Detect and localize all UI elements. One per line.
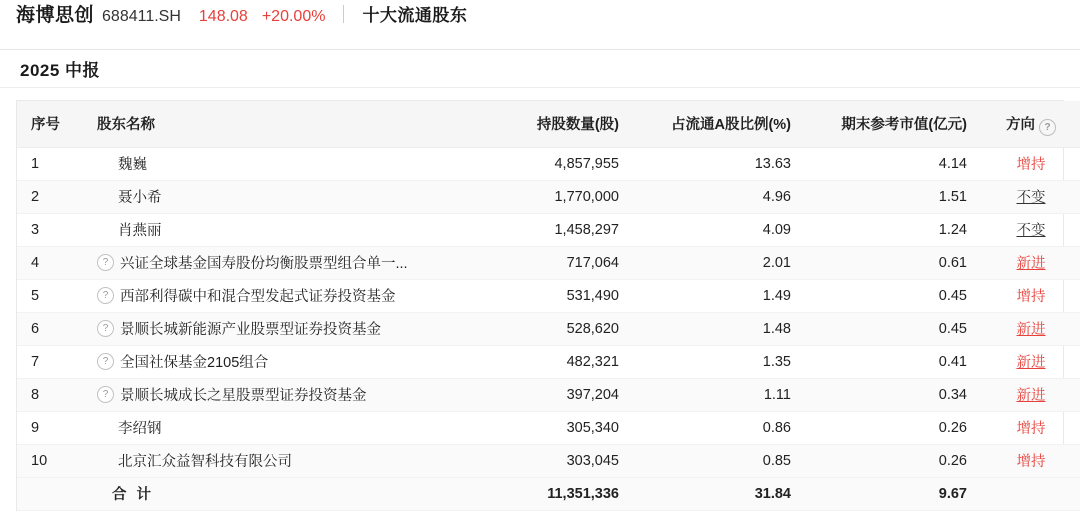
cell-holder-name bbox=[83, 345, 461, 378]
holder-name-label: 聂小希 bbox=[118, 190, 162, 206]
cell-market-value: 0.26 bbox=[805, 411, 981, 444]
holder-name-label: 全国社保基金2105组合 bbox=[120, 355, 269, 371]
cell-direction bbox=[981, 279, 1080, 312]
help-icon-placeholder bbox=[97, 189, 112, 204]
help-icon-placeholder bbox=[97, 156, 112, 171]
holder-name-wrapper bbox=[97, 186, 447, 207]
cell-holder-name bbox=[83, 279, 461, 312]
holder-name-label: 北京汇众益智科技有限公司 bbox=[118, 454, 292, 470]
holder-name-wrapper bbox=[97, 285, 447, 306]
cell-market-value: 0.45 bbox=[805, 279, 981, 312]
stock-header bbox=[0, 0, 1080, 50]
table-row[interactable] bbox=[17, 444, 1080, 477]
holder-name-wrapper bbox=[97, 153, 447, 174]
column-header-ratio: 占流通A股比例(%) bbox=[633, 101, 805, 147]
holder-name-wrapper bbox=[97, 219, 447, 240]
cell-holder-name bbox=[83, 411, 461, 444]
holder-name-wrapper bbox=[97, 384, 447, 405]
table-row[interactable] bbox=[17, 246, 1080, 279]
status-badge: 增持 bbox=[1016, 454, 1046, 470]
cell-ratio: 1.35 bbox=[633, 345, 805, 378]
holder-name-label: 魏巍 bbox=[118, 157, 147, 173]
cell-direction bbox=[981, 411, 1080, 444]
cell-total-market-value: 9.67 bbox=[805, 477, 981, 510]
cell-ratio: 13.63 bbox=[633, 147, 805, 180]
status-badge: 增持 bbox=[1016, 421, 1046, 437]
cell-shares: 531,490 bbox=[461, 279, 633, 312]
cell-shares: 305,340 bbox=[461, 411, 633, 444]
cell-holder-name bbox=[83, 444, 461, 477]
holder-name-wrapper bbox=[97, 351, 447, 372]
cell-holder-name bbox=[83, 147, 461, 180]
cell-market-value: 4.14 bbox=[805, 147, 981, 180]
table-row[interactable] bbox=[17, 213, 1080, 246]
total-label: 合 计 bbox=[112, 487, 155, 503]
cell-index: 10 bbox=[17, 444, 83, 477]
help-icon[interactable]: ? bbox=[97, 320, 114, 337]
cell-index: 6 bbox=[17, 312, 83, 345]
cell-shares: 482,321 bbox=[461, 345, 633, 378]
table-body bbox=[17, 147, 1080, 510]
holder-name-label: 西部利得碳中和混合型发起式证券投资基金 bbox=[120, 289, 396, 305]
cell-direction bbox=[981, 180, 1080, 213]
status-badge: 新进 bbox=[1016, 256, 1046, 272]
cell-market-value: 1.51 bbox=[805, 180, 981, 213]
help-icon[interactable]: ? bbox=[97, 254, 114, 271]
cell-shares: 397,204 bbox=[461, 378, 633, 411]
cell-index: 8 bbox=[17, 378, 83, 411]
cell-direction bbox=[981, 312, 1080, 345]
cell-index: 9 bbox=[17, 411, 83, 444]
column-header-market-value: 期末参考市值(亿元) bbox=[805, 101, 981, 147]
cell-ratio: 0.86 bbox=[633, 411, 805, 444]
status-badge: 不变 bbox=[1016, 223, 1046, 239]
help-icon-placeholder bbox=[97, 420, 112, 435]
column-header-name: 股东名称 bbox=[83, 101, 461, 147]
cell-shares: 303,045 bbox=[461, 444, 633, 477]
section-title: 十大流通股东 bbox=[362, 6, 468, 25]
holders-table bbox=[17, 101, 1080, 511]
cell-holder-name bbox=[83, 246, 461, 279]
table-row[interactable] bbox=[17, 279, 1080, 312]
status-badge: 新进 bbox=[1016, 322, 1046, 338]
status-badge: 新进 bbox=[1016, 388, 1046, 404]
table-header bbox=[17, 101, 1080, 147]
table-row[interactable] bbox=[17, 378, 1080, 411]
cell-direction bbox=[981, 378, 1080, 411]
cell-index: 4 bbox=[17, 246, 83, 279]
cell-holder-name bbox=[83, 378, 461, 411]
table-row[interactable] bbox=[17, 180, 1080, 213]
holder-name-label: 景顺长城新能源产业股票型证券投资基金 bbox=[120, 322, 381, 338]
cell-direction bbox=[981, 345, 1080, 378]
cell-index: 1 bbox=[17, 147, 83, 180]
cell-direction bbox=[981, 246, 1080, 279]
holder-name-wrapper bbox=[97, 252, 447, 273]
cell-ratio: 1.49 bbox=[633, 279, 805, 312]
stock-name: 海博思创 bbox=[16, 5, 95, 26]
cell-market-value: 0.45 bbox=[805, 312, 981, 345]
cell-market-value: 1.24 bbox=[805, 213, 981, 246]
status-badge: 增持 bbox=[1016, 289, 1046, 305]
report-period-title: 2025 中报 bbox=[20, 61, 101, 80]
cell-shares: 1,458,297 bbox=[461, 213, 633, 246]
help-icon-placeholder bbox=[97, 453, 112, 468]
cell-ratio: 0.85 bbox=[633, 444, 805, 477]
holder-name-label: 李绍钢 bbox=[118, 421, 162, 437]
cell-ratio: 4.96 bbox=[633, 180, 805, 213]
cell-ratio: 1.48 bbox=[633, 312, 805, 345]
stock-price: 148.08 bbox=[198, 8, 248, 25]
cell-direction bbox=[981, 213, 1080, 246]
cell-ratio: 2.01 bbox=[633, 246, 805, 279]
cell-market-value: 0.41 bbox=[805, 345, 981, 378]
cell-ratio: 1.11 bbox=[633, 378, 805, 411]
cell-total-index bbox=[17, 477, 83, 510]
cell-index: 5 bbox=[17, 279, 83, 312]
cell-index: 3 bbox=[17, 213, 83, 246]
cell-direction bbox=[981, 444, 1080, 477]
table-row[interactable] bbox=[17, 147, 1080, 180]
help-icon-placeholder bbox=[97, 222, 112, 237]
table-row[interactable] bbox=[17, 411, 1080, 444]
cell-shares: 717,064 bbox=[461, 246, 633, 279]
cell-market-value: 0.26 bbox=[805, 444, 981, 477]
cell-direction bbox=[981, 147, 1080, 180]
stock-code: 688411.SH bbox=[102, 8, 181, 25]
table-total-row bbox=[17, 477, 1080, 510]
holders-table-container bbox=[16, 100, 1064, 511]
cell-total-label bbox=[83, 477, 461, 510]
cell-holder-name bbox=[83, 180, 461, 213]
help-icon[interactable]: ? bbox=[97, 287, 114, 304]
cell-index: 7 bbox=[17, 345, 83, 378]
stock-change-percent: +20.00% bbox=[261, 8, 326, 25]
cell-shares: 4,857,955 bbox=[461, 147, 633, 180]
cell-index: 2 bbox=[17, 180, 83, 213]
column-header-direction-label: 方向 bbox=[1006, 116, 1035, 133]
cell-market-value: 0.61 bbox=[805, 246, 981, 279]
table-row[interactable] bbox=[17, 312, 1080, 345]
holder-name-wrapper bbox=[97, 417, 447, 438]
cell-shares: 528,620 bbox=[461, 312, 633, 345]
cell-total-direction bbox=[981, 477, 1080, 510]
column-header-index: 序号 bbox=[17, 101, 83, 147]
cell-holder-name bbox=[83, 213, 461, 246]
cell-market-value: 0.34 bbox=[805, 378, 981, 411]
status-badge: 增持 bbox=[1016, 157, 1046, 173]
cell-shares: 1,770,000 bbox=[461, 180, 633, 213]
header-divider bbox=[343, 5, 344, 23]
cell-holder-name bbox=[83, 312, 461, 345]
holder-name-label: 肖燕丽 bbox=[118, 223, 162, 239]
status-badge: 不变 bbox=[1016, 190, 1046, 206]
report-title-bar bbox=[0, 50, 1080, 88]
help-icon[interactable]: ? bbox=[1039, 119, 1056, 136]
table-row[interactable] bbox=[17, 345, 1080, 378]
column-header-direction bbox=[981, 101, 1080, 147]
table-header-row bbox=[17, 101, 1080, 147]
column-header-shares: 持股数量(股) bbox=[461, 101, 633, 147]
holder-name-wrapper bbox=[97, 318, 447, 339]
cell-total-ratio: 31.84 bbox=[633, 477, 805, 510]
status-badge: 新进 bbox=[1016, 355, 1046, 371]
help-icon[interactable]: ? bbox=[97, 353, 114, 370]
holder-name-label: 兴证全球基金国寿股份均衡股票型组合单一... bbox=[120, 256, 408, 272]
cell-total-shares: 11,351,336 bbox=[461, 477, 633, 510]
help-icon[interactable]: ? bbox=[97, 386, 114, 403]
holder-name-wrapper bbox=[97, 450, 447, 471]
cell-ratio: 4.09 bbox=[633, 213, 805, 246]
holder-name-label: 景顺长城成长之星股票型证券投资基金 bbox=[120, 388, 367, 404]
